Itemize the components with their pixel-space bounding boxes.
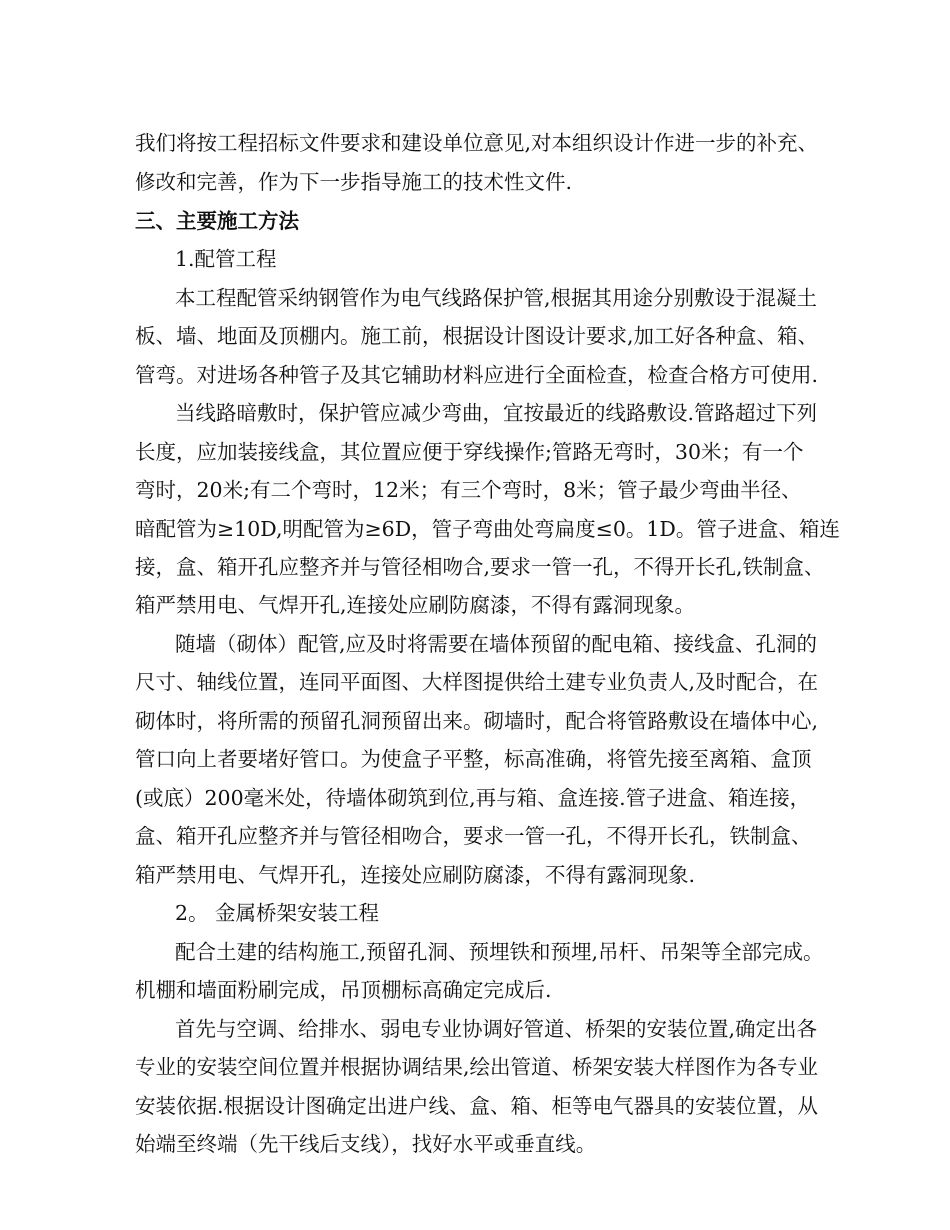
subsection-heading: 1.配管工程 — [175, 247, 277, 271]
paragraph-line: 尺寸、轴线位置，连同平面图、大样图提供给土建专业负责人,及时配合，在 — [135, 670, 819, 694]
paragraph-line: 箱严禁用电、气焊开孔,连接处应刷防腐漆，不得有露洞现象。 — [135, 593, 696, 617]
paragraph-line: 暗配管为≥10D,明配管为≥6D，管子弯曲处弯扁度≤0。1D。管子进盒、箱连 — [135, 517, 840, 541]
paragraph-line: 本工程配管采纳钢管作为电气线路保护管,根据其用途分别敷设于混凝土 — [175, 286, 818, 310]
paragraph-line: 管口向上者要堵好管口。为使盒子平整，标高准确，将管先接至离箱、盒顶 — [135, 747, 812, 771]
paragraph-line: 始端至终端（先干线后支线），找好水平或垂直线。 — [135, 1132, 597, 1156]
paragraph-line: 安装依据.根据设计图确定出进户线、盒、箱、柜等电气器具的安装位置，从 — [135, 1094, 819, 1118]
paragraph-line: 箱严禁用电、气焊开孔，连接处应刷防腐漆，不得有露洞现象. — [135, 863, 696, 887]
paragraph-line: 我们将按工程招标文件要求和建设单位意见,对本组织设计作进一步的补充、 — [135, 131, 819, 155]
paragraph-line: 弯时，20米;有二个弯时，12米；有三个弯时，8米；管子最少弯曲半径、 — [135, 478, 802, 502]
paragraph-line: (或底）200毫米处，待墙体砌筑到位,再与箱、盒连接.管子进盒、箱连接， — [135, 786, 811, 810]
paragraph-line: 修改和完善，作为下一步指导施工的技术性文件. — [135, 170, 573, 194]
section-heading: 三、主要施工方法 — [135, 209, 299, 233]
paragraph-line: 首先与空调、给排水、弱电专业协调好管道、桥架的安装位置,确定出各 — [175, 1017, 818, 1041]
subsection-heading: 2。 金属桥架安装工程 — [175, 901, 380, 925]
paragraph-line: 配合土建的结构施工,预留孔洞、预埋铁和预埋,吊杆、吊架等全部完成。 — [175, 940, 824, 964]
paragraph-line: 长度，应加装接线盒，其位置应便于穿线操作;管路无弯时，30米；有一个 — [135, 440, 804, 464]
paragraph-line: 当线路暗敷时，保护管应减少弯曲，宜按最近的线路敷设.管路超过下列 — [175, 401, 818, 425]
paragraph-line: 板、墙、地面及顶棚内。施工前，根据设计图设计要求,加工好各种盒、箱、 — [135, 324, 819, 348]
paragraph-line: 专业的安装空间位置并根据协调结果,绘出管道、桥架安装大样图作为各专业 — [135, 1055, 819, 1079]
paragraph-line: 盒、箱开孔应整齐并与管径相吻合，要求一管一孔，不得开长孔，铁制盒、 — [135, 824, 812, 848]
paragraph-line: 接，盒、箱开孔应整齐并与管径相吻合,要求一管一孔，不得开长孔,铁制盒、 — [135, 555, 825, 579]
paragraph-line: 砌体时，将所需的预留孔洞预留出来。砌墙时，配合将管路敷设在墙体中心, — [135, 709, 819, 733]
paragraph-line: 管弯。对进场各种管子及其它辅助材料应进行全面检查，检查合格方可使用. — [135, 363, 819, 387]
paragraph-line: 随墙（砌体）配管,应及时将需要在墙体预留的配电箱、接线盒、孔洞的 — [175, 632, 818, 656]
paragraph-line: 机棚和墙面粉刷完成，吊顶棚标高确定完成后. — [135, 978, 552, 1002]
